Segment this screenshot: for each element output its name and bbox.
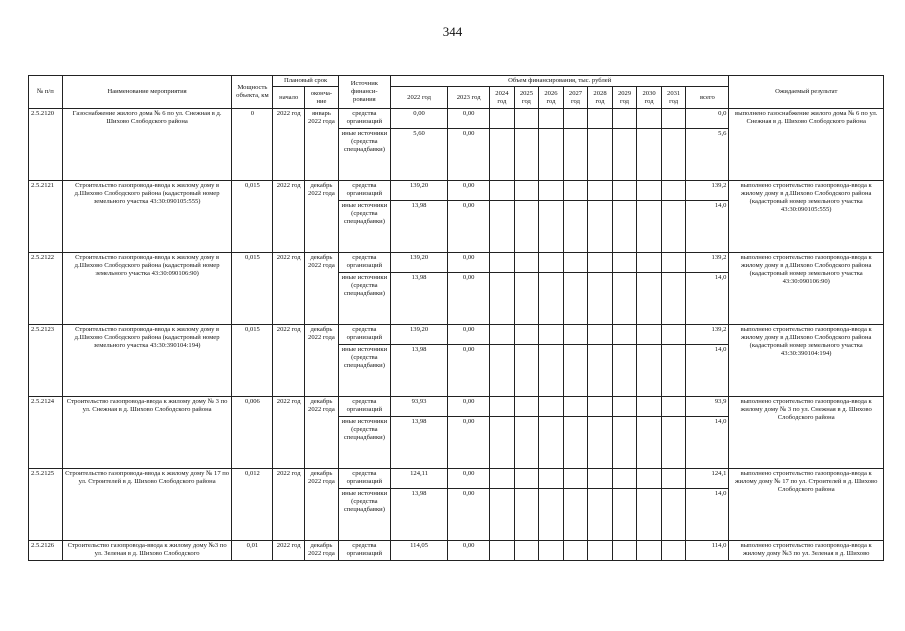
row-empty-year	[539, 397, 564, 417]
row-2023: 0,00	[448, 109, 490, 129]
row-empty-year	[563, 201, 588, 253]
row-2022: 13,98	[390, 201, 447, 253]
row-empty-year	[514, 397, 539, 417]
table-row	[29, 469, 884, 489]
row-empty-year	[588, 109, 613, 129]
row-2022: 0,00	[390, 109, 447, 129]
row-empty-year	[539, 109, 564, 129]
row-empty-year	[588, 489, 613, 541]
row-number: 2.5.2125	[29, 469, 63, 541]
row-number: 2.5.2122	[29, 253, 63, 325]
row-empty-year	[612, 129, 637, 181]
row-empty-year	[637, 345, 662, 397]
row-empty-year	[563, 397, 588, 417]
row-empty-year	[563, 253, 588, 273]
row-total: 114,0	[686, 541, 729, 561]
row-start: 2022 год	[273, 397, 305, 469]
row-empty-year	[588, 469, 613, 489]
table-row	[29, 181, 884, 201]
row-empty-year	[539, 541, 564, 561]
row-empty-year	[539, 181, 564, 201]
row-name: Газоснабжение жилого дома № 6 по ул. Снежная в д. Шихово Слободского района	[62, 109, 232, 181]
row-empty-year	[637, 541, 662, 561]
header-start: начало	[273, 87, 305, 109]
row-result: выполнено строительство газопровода-ввода к жилому дому в д.Шихово Слободского района (кадастровый номер земельного участка 43:30:390104:194)	[729, 325, 884, 397]
header-year: 2025 год	[514, 87, 539, 109]
row-total: 5,6	[686, 129, 729, 181]
row-empty-year	[514, 417, 539, 469]
row-empty-year	[539, 325, 564, 345]
row-empty-year	[661, 325, 686, 345]
row-empty-year	[588, 253, 613, 273]
row-2022: 139,20	[390, 253, 447, 273]
row-2022: 5,60	[390, 129, 447, 181]
row-capacity: 0,012	[232, 469, 273, 541]
row-total: 139,2	[686, 181, 729, 201]
row-empty-year	[514, 541, 539, 561]
row-empty-year	[661, 129, 686, 181]
header-source: Источник финанси-рования	[338, 76, 390, 109]
row-empty-year	[490, 541, 515, 561]
row-total: 14,0	[686, 201, 729, 253]
row-empty-year	[539, 273, 564, 325]
row-total: 93,9	[686, 397, 729, 417]
row-source: средства организаций	[338, 181, 390, 201]
row-start: 2022 год	[273, 541, 305, 561]
table-body	[29, 109, 884, 561]
row-2023: 0,00	[448, 129, 490, 181]
header-total: всего	[686, 87, 729, 109]
row-source: средства организаций	[338, 469, 390, 489]
row-source: иные источники (средства спецнадбавки)	[338, 129, 390, 181]
header-year: 2029 год	[612, 87, 637, 109]
table-row	[29, 397, 884, 417]
row-total: 139,2	[686, 325, 729, 345]
row-number: 2.5.2124	[29, 397, 63, 469]
row-empty-year	[612, 469, 637, 489]
row-empty-year	[490, 109, 515, 129]
row-source: средства организаций	[338, 397, 390, 417]
header-plan-term: Плановый срок	[273, 76, 338, 87]
row-empty-year	[661, 417, 686, 469]
row-empty-year	[661, 345, 686, 397]
row-empty-year	[539, 253, 564, 273]
row-capacity: 0	[232, 109, 273, 181]
row-empty-year	[588, 541, 613, 561]
row-empty-year	[661, 253, 686, 273]
row-2022: 114,05	[390, 541, 447, 561]
row-empty-year	[563, 181, 588, 201]
row-empty-year	[490, 417, 515, 469]
header-year: 2027 год	[563, 87, 588, 109]
row-empty-year	[539, 201, 564, 253]
table-row	[29, 541, 884, 561]
row-empty-year	[612, 253, 637, 273]
row-source: иные источники (средства спецнадбавки)	[338, 273, 390, 325]
row-empty-year	[563, 541, 588, 561]
row-empty-year	[637, 469, 662, 489]
row-start: 2022 год	[273, 325, 305, 397]
row-source: иные источники (средства спецнадбавки)	[338, 201, 390, 253]
row-empty-year	[637, 397, 662, 417]
row-empty-year	[563, 325, 588, 345]
row-empty-year	[661, 181, 686, 201]
row-empty-year	[490, 273, 515, 325]
row-empty-year	[661, 109, 686, 129]
row-source: средства организаций	[338, 253, 390, 273]
row-number: 2.5.2126	[29, 541, 63, 561]
row-2023: 0,00	[448, 273, 490, 325]
row-end: декабрь 2022 года	[305, 469, 339, 541]
row-empty-year	[490, 469, 515, 489]
table-row	[29, 253, 884, 273]
row-empty-year	[514, 253, 539, 273]
row-total: 14,0	[686, 345, 729, 397]
row-empty-year	[612, 541, 637, 561]
row-empty-year	[563, 345, 588, 397]
row-source: иные источники (средства спецнадбавки)	[338, 345, 390, 397]
row-2023: 0,00	[448, 345, 490, 397]
row-empty-year	[661, 201, 686, 253]
row-source: иные источники (средства спецнадбавки)	[338, 417, 390, 469]
table-row	[29, 325, 884, 345]
row-2023: 0,00	[448, 541, 490, 561]
row-result: выполнено строительство газопровода-ввода к жилому дому № 17 по ул. Строителей в д. Шихово Слободского района	[729, 469, 884, 541]
row-empty-year	[612, 489, 637, 541]
row-name: Строительство газопровода-ввода к жилому дому № 3 по ул. Снежная в д. Шихово Слободского района	[62, 397, 232, 469]
row-empty-year	[490, 397, 515, 417]
row-result: выполнено строительство газопровода-ввода к жилому дому № 3 по ул. Снежная в д. Шихово Слободского района	[729, 397, 884, 469]
row-empty-year	[612, 345, 637, 397]
row-name: Строительство газопровода-ввода к жилому дому № 17 по ул. Строителей в д. Шихово Слободского района	[62, 469, 232, 541]
row-2023: 0,00	[448, 201, 490, 253]
row-empty-year	[612, 325, 637, 345]
row-end: декабрь 2022 года	[305, 181, 339, 253]
row-capacity: 0,015	[232, 325, 273, 397]
row-source: средства организаций	[338, 541, 390, 561]
row-empty-year	[637, 417, 662, 469]
row-empty-year	[490, 489, 515, 541]
row-empty-year	[514, 345, 539, 397]
row-capacity: 0,01	[232, 541, 273, 561]
row-empty-year	[637, 325, 662, 345]
row-2022: 93,93	[390, 397, 447, 417]
header-capacity: Мощность объекта, км	[232, 76, 273, 109]
page-number: 344	[442, 24, 463, 39]
row-empty-year	[637, 109, 662, 129]
row-result: выполнено строительство газопровода-ввода к жилому дому №3 по ул. Зеленая в д. Шихово	[729, 541, 884, 561]
header-end: оконча-ние	[305, 87, 339, 109]
row-empty-year	[637, 253, 662, 273]
row-empty-year	[612, 397, 637, 417]
row-capacity: 0,015	[232, 253, 273, 325]
financing-table	[28, 75, 884, 561]
row-2023: 0,00	[448, 489, 490, 541]
row-empty-year	[563, 417, 588, 469]
row-total: 124,1	[686, 469, 729, 489]
row-2022: 13,98	[390, 273, 447, 325]
row-empty-year	[563, 489, 588, 541]
row-empty-year	[588, 129, 613, 181]
row-2023: 0,00	[448, 469, 490, 489]
row-empty-year	[563, 129, 588, 181]
header-year: 2030 год	[637, 87, 662, 109]
row-empty-year	[490, 181, 515, 201]
row-result: выполнено газоснабжение жилого дома № 6 по ул. Снежная в д. Шихово Слободского района	[729, 109, 884, 181]
row-empty-year	[563, 469, 588, 489]
row-empty-year	[637, 129, 662, 181]
row-total: 0,0	[686, 109, 729, 129]
row-total: 14,0	[686, 273, 729, 325]
row-name: Строительство газопровода-ввода к жилому дому №3 по ул. Зеленая в д. Шихово Слободского	[62, 541, 232, 561]
header-year: 2023 год	[448, 87, 490, 109]
row-empty-year	[588, 325, 613, 345]
row-start: 2022 год	[273, 181, 305, 253]
row-capacity: 0,015	[232, 181, 273, 253]
row-name: Строительство газопровода-ввода к жилому дому в д.Шихово Слободского района (кадастровый номер земельного участка 43:30:390104:194)	[62, 325, 232, 397]
header-num: № п/п	[29, 76, 63, 109]
row-empty-year	[514, 273, 539, 325]
row-empty-year	[539, 129, 564, 181]
row-empty-year	[588, 345, 613, 397]
row-2023: 0,00	[448, 325, 490, 345]
row-end: декабрь 2022 года	[305, 253, 339, 325]
row-empty-year	[539, 345, 564, 397]
row-empty-year	[490, 253, 515, 273]
row-empty-year	[612, 417, 637, 469]
header-name: Наименование мероприятия	[62, 76, 232, 109]
row-empty-year	[514, 325, 539, 345]
row-empty-year	[514, 129, 539, 181]
row-empty-year	[588, 273, 613, 325]
row-empty-year	[539, 489, 564, 541]
row-name: Строительство газопровода-ввода к жилому дому в д.Шихово Слободского района (кадастровый номер земельного участка 43:30:090106:90)	[62, 253, 232, 325]
header-year: 2028 год	[588, 87, 613, 109]
header-year: 2026 год	[539, 87, 564, 109]
row-empty-year	[661, 273, 686, 325]
row-number: 2.5.2121	[29, 181, 63, 253]
header-financing: Объем финансирования, тыс. рублей	[390, 76, 728, 87]
row-empty-year	[563, 109, 588, 129]
row-empty-year	[612, 181, 637, 201]
row-source: иные источники (средства спецнадбавки)	[338, 489, 390, 541]
header-year: 2022 год	[390, 87, 447, 109]
row-end: декабрь 2022 года	[305, 541, 339, 561]
row-empty-year	[661, 541, 686, 561]
row-empty-year	[612, 273, 637, 325]
row-2022: 13,98	[390, 417, 447, 469]
row-end: декабрь 2022 года	[305, 325, 339, 397]
row-2023: 0,00	[448, 253, 490, 273]
row-total: 14,0	[686, 489, 729, 541]
row-number: 2.5.2123	[29, 325, 63, 397]
row-name: Строительство газопровода-ввода к жилому дому в д.Шихово Слободского района (кадастровый номер земельного участка 43:30:090105:555)	[62, 181, 232, 253]
row-empty-year	[514, 109, 539, 129]
table-row	[29, 109, 884, 129]
row-2022: 139,20	[390, 181, 447, 201]
row-result: выполнено строительство газопровода-ввода к жилому дому в д.Шихово Слободского района (кадастровый номер земельного участка 43:30:090105:555)	[729, 181, 884, 253]
row-empty-year	[490, 129, 515, 181]
row-empty-year	[514, 201, 539, 253]
row-empty-year	[612, 201, 637, 253]
row-empty-year	[563, 273, 588, 325]
row-start: 2022 год	[273, 469, 305, 541]
row-2022: 13,98	[390, 345, 447, 397]
row-result: выполнено строительство газопровода-ввода к жилому дому в д.Шихово Слободского района (кадастровый номер земельного участка 43:30:090106:90)	[729, 253, 884, 325]
row-empty-year	[588, 201, 613, 253]
row-empty-year	[637, 181, 662, 201]
row-total: 14,0	[686, 417, 729, 469]
row-empty-year	[661, 489, 686, 541]
row-source: средства организаций	[338, 109, 390, 129]
row-total: 139,2	[686, 253, 729, 273]
row-2023: 0,00	[448, 417, 490, 469]
row-empty-year	[490, 345, 515, 397]
row-capacity: 0,006	[232, 397, 273, 469]
row-end: январь 2022 года	[305, 109, 339, 181]
row-empty-year	[661, 397, 686, 417]
row-empty-year	[637, 489, 662, 541]
row-empty-year	[588, 417, 613, 469]
header-year: 2024 год	[490, 87, 515, 109]
row-empty-year	[514, 469, 539, 489]
row-empty-year	[637, 273, 662, 325]
row-2022: 13,98	[390, 489, 447, 541]
row-empty-year	[588, 397, 613, 417]
header-year: 2031 год	[661, 87, 686, 109]
row-2023: 0,00	[448, 181, 490, 201]
row-2022: 139,20	[390, 325, 447, 345]
row-source: средства организаций	[338, 325, 390, 345]
row-empty-year	[661, 469, 686, 489]
row-empty-year	[637, 201, 662, 253]
row-empty-year	[539, 417, 564, 469]
row-empty-year	[588, 181, 613, 201]
row-number: 2.5.2120	[29, 109, 63, 181]
row-empty-year	[490, 201, 515, 253]
row-start: 2022 год	[273, 109, 305, 181]
row-empty-year	[539, 469, 564, 489]
row-start: 2022 год	[273, 253, 305, 325]
row-2023: 0,00	[448, 397, 490, 417]
row-empty-year	[514, 181, 539, 201]
row-end: декабрь 2022 года	[305, 397, 339, 469]
row-empty-year	[514, 489, 539, 541]
row-empty-year	[612, 109, 637, 129]
row-empty-year	[490, 325, 515, 345]
header-result: Ожидаемый результат	[729, 76, 884, 109]
row-2022: 124,11	[390, 469, 447, 489]
